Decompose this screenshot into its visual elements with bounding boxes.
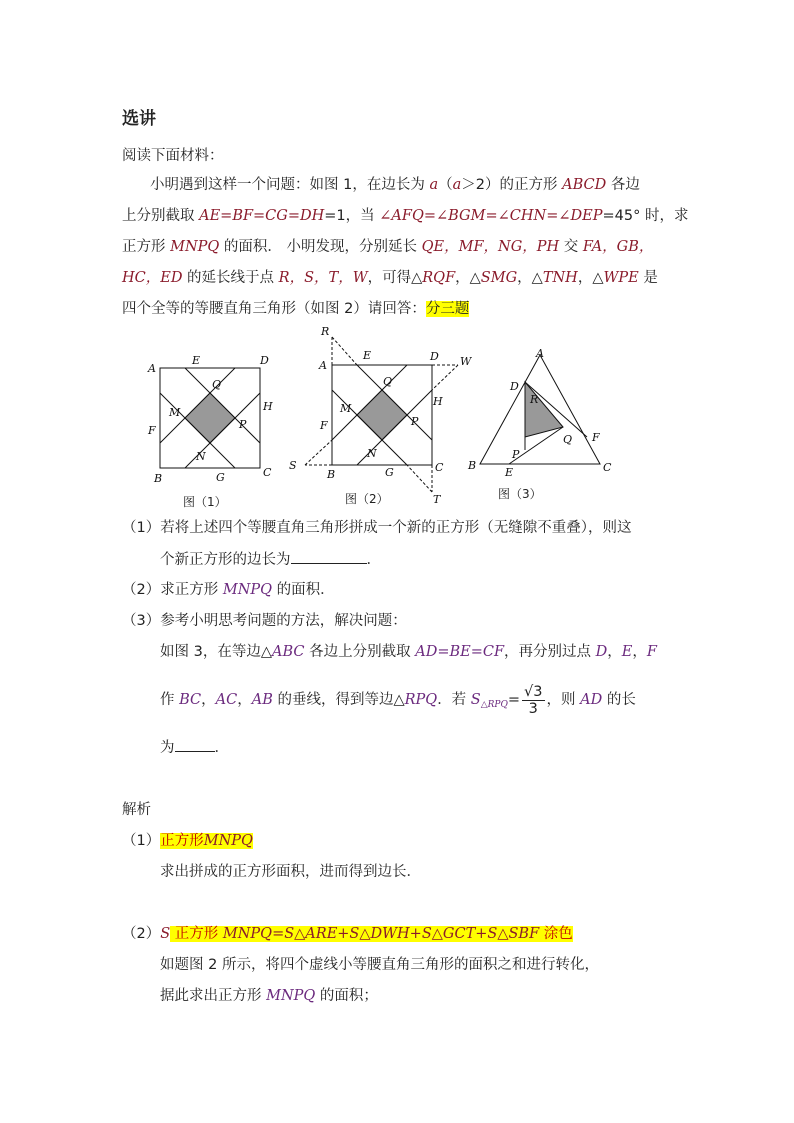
f2-label-M: M xyxy=(340,402,352,415)
f1-label-C: C xyxy=(263,466,272,479)
q3-line-1: （3）参考小明思考问题的方法，解决问题： xyxy=(122,613,407,629)
f3-label-C: C xyxy=(603,461,612,474)
fraction: $\frac{√3}{3}$ xyxy=(524,683,543,717)
f1-label-H: H xyxy=(263,400,273,413)
analysis-p2-text-1: 如题图 2 所示，将四个虚线小等腰直角三角形的面积之和进行转化， xyxy=(160,957,599,973)
f1-label-A: A xyxy=(148,362,156,375)
f1-label-M: M xyxy=(169,406,181,419)
analysis-p1: （1）正方形MNPQ xyxy=(122,833,253,849)
f3-label-P: P xyxy=(512,448,520,461)
f2-label-P: P xyxy=(411,415,419,428)
q3-line-2: 如图 3，在等边△ABC 各边上分别截取 AD=BE=CF，再分别过点 D，E，F xyxy=(160,644,657,660)
f3-label-A: A xyxy=(536,347,544,360)
section-title: 选讲 xyxy=(122,109,156,129)
f2-label-F: F xyxy=(320,419,328,432)
f2-label-T: T xyxy=(433,493,441,505)
highlight-p2: 正方形 MNPQ=S△ARE+S△DWH+S△GCT+S△SBF 涂色 xyxy=(170,926,573,942)
analysis-p2-text-2: 据此求出正方形 MNPQ 的面积； xyxy=(160,988,378,1004)
analysis-title: 解析 xyxy=(122,802,151,818)
highlight-p1: 正方形MNPQ xyxy=(160,833,253,849)
para-line-4: HC，ED 的延长线于点 R，S，T，W，可得△RQF，△SMG，△TNH，△WPE 是 xyxy=(122,270,658,286)
figure-1 xyxy=(140,348,280,488)
f2-label-Q: Q xyxy=(383,375,393,388)
para-line-1: 小明遇到这样一个问题：如图 1，在边长为 a（a＞2）的正方形 ABCD 各边 xyxy=(150,177,640,193)
figure-3 xyxy=(465,345,625,480)
f1-label-P: P xyxy=(239,418,247,431)
f1-label-Q: Q xyxy=(212,378,222,391)
para-line-3: 正方形 MNPQ 的面积． 小明发现，分别延长 QE，MF，NG，PH 交 FA，GB， xyxy=(122,239,654,255)
f3-label-R: R xyxy=(530,393,539,406)
para-line-5: 四个全等的等腰直角三角形（如图 2）请回答：分三题 xyxy=(122,301,470,317)
figure-1-caption: 图（1） xyxy=(183,495,227,509)
analysis-p1-text: 求出拼成的正方形面积，进而得到边长． xyxy=(160,864,421,880)
analysis-p2: （2）S 正方形 MNPQ=S△ARE+S△DWH+S△GCT+S△SBF 涂色 xyxy=(122,926,573,942)
q2-line: （2）求正方形 MNPQ 的面积． xyxy=(122,582,335,598)
f3-label-F: F xyxy=(592,431,600,444)
q1-line-1: （1）若将上述四个等腰直角三角形拼成一个新的正方形（无缝隙不重叠），则这 xyxy=(122,520,632,536)
highlight-tag: 分三题 xyxy=(425,301,470,317)
q3-line-3: 作 BC，AC，AB 的垂线，得到等边△RPQ．若 $S_{\triangle RPQ}=$ $\frac{√3}{3}$ ，则 AD 的长 xyxy=(160,683,636,717)
figure-2 xyxy=(285,325,480,505)
f3-label-D: D xyxy=(510,380,519,393)
intro-text: 阅读下面材料： xyxy=(122,148,224,164)
f3-label-Q: Q xyxy=(563,433,573,446)
f3-label-E: E xyxy=(505,466,514,479)
f2-label-B: B xyxy=(327,468,336,481)
f2-label-E: E xyxy=(363,349,372,362)
figure-2-caption: 图（2） xyxy=(345,492,389,506)
f1-label-B: B xyxy=(154,472,163,485)
f2-label-H: H xyxy=(433,395,443,408)
q1-line-2: 个新正方形的边长为 ． xyxy=(160,549,381,570)
f2-label-R: R xyxy=(321,325,330,338)
f2-label-G: G xyxy=(385,466,394,479)
para-line-2: 上分别截取 AE=BF=CG=DH=1，当 ∠AFQ=∠BGM=∠CHN=∠DEP=45° 时，求 xyxy=(122,208,689,224)
f1-label-F: F xyxy=(148,424,156,437)
f2-label-D: D xyxy=(430,350,439,363)
f2-label-N: N xyxy=(367,447,377,460)
f3-label-B: B xyxy=(468,459,477,472)
f1-label-G: G xyxy=(216,471,225,484)
f1-label-E: E xyxy=(192,354,201,367)
f2-label-S: S xyxy=(289,459,297,472)
answer-blank-1[interactable] xyxy=(291,549,367,564)
q3-line-4: 为 ． xyxy=(160,737,229,758)
f2-label-A: A xyxy=(319,359,327,372)
f2-label-W: W xyxy=(460,355,472,368)
answer-blank-2[interactable] xyxy=(175,737,215,752)
f1-label-D: D xyxy=(260,354,269,367)
figure-3-caption: 图（3） xyxy=(498,487,542,501)
f2-label-C: C xyxy=(435,461,444,474)
f1-label-N: N xyxy=(196,450,206,463)
